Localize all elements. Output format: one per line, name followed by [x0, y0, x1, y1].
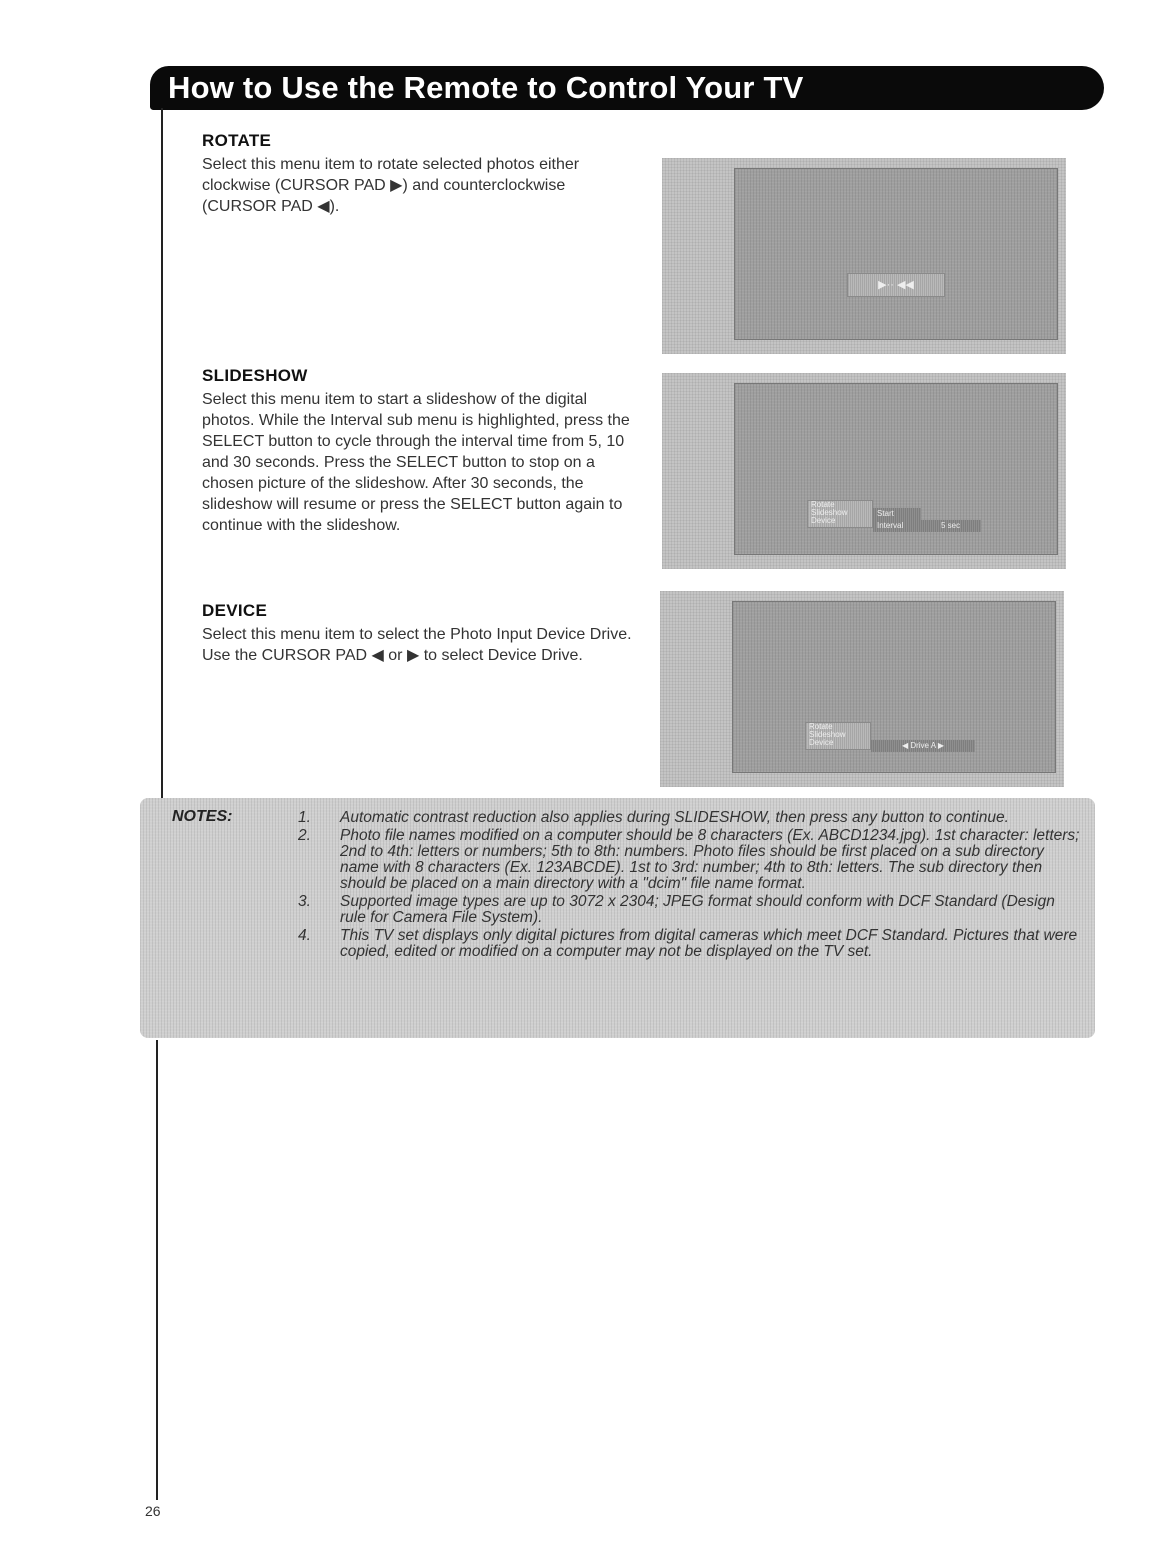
tv-picture-area — [734, 168, 1058, 340]
osd-menu-item: Slideshow — [809, 730, 846, 739]
osd-submenu-interval: Interval — [873, 520, 941, 532]
notes-list — [280, 810, 1080, 962]
section-heading: DEVICE — [202, 601, 268, 620]
osd-menu — [807, 500, 873, 528]
section-body: Select this menu item to start a slideshow of the digital photos. While the Interval sub menu is highlighted, press the SELECT button to cycle through the interval time from 5, 10 and 30 seconds. Press the SELECT button to stop on a chosen picture of the slideshow. After 30 seconds, the slideshow will resume or press the SELECT button again to continue with the slideshow. — [202, 391, 630, 534]
tv-screenshot-device — [660, 591, 1064, 787]
osd-submenu-start: Start — [873, 508, 921, 520]
note-number: 1. — [298, 809, 311, 826]
osd-menu — [805, 722, 871, 750]
note-number: 2. — [298, 827, 311, 844]
notes-label: NOTES: — [172, 808, 233, 825]
note-number: 3. — [298, 893, 311, 910]
notes-box — [140, 798, 1095, 1038]
tv-picture-area — [734, 383, 1058, 555]
note-text: This TV set displays only digital pictures from digital cameras which meet DCF Standard. Pictures that were copied, edited or modified on a computer may not be displayed on the TV set. — [340, 927, 1078, 960]
section-body: Select this menu item to select the Photo Input Device Drive. Use the CURSOR PAD ◀ or ▶ to select Device Drive. — [202, 626, 632, 664]
margin-rule — [161, 108, 163, 798]
title-banner — [150, 66, 1104, 110]
note-item — [280, 928, 1080, 960]
note-number: 4. — [298, 927, 311, 944]
tv-picture-area — [732, 601, 1056, 773]
section-slideshow — [202, 366, 642, 536]
page-title: How to Use the Remote to Control Your TV — [168, 70, 804, 105]
tv-screenshot-slideshow — [662, 373, 1066, 569]
page-number: 26 — [145, 1503, 161, 1519]
osd-menu-item: Slideshow — [811, 508, 848, 517]
margin-rule-lower — [156, 1040, 158, 1500]
section-heading: SLIDESHOW — [202, 366, 308, 385]
note-text: Automatic contrast reduction also applies during SLIDESHOW, then press any button to continue. — [340, 809, 1009, 826]
note-text: Supported image types are up to 3072 x 2304; JPEG format should conform with DCF Standard (Design rule for Camera File System). — [340, 893, 1055, 926]
note-item — [280, 810, 1080, 826]
note-item — [280, 828, 1080, 892]
section-device — [202, 601, 642, 666]
section-body: Select this menu item to rotate selected photos either clockwise (CURSOR PAD ▶) and counterclockwise (CURSOR PAD ◀). — [202, 156, 580, 215]
osd-submenu-value: 5 sec — [937, 520, 981, 532]
section-rotate — [202, 131, 642, 217]
osd-device-selector: ◀ Drive A ▶ — [871, 740, 975, 752]
osd-menu-item: Device — [809, 738, 834, 747]
note-text: Photo file names modified on a computer should be 8 characters (Ex. ABCD1234.jpg). 1st character: letters; 2nd to 4th: letters or numbers; 5th to 8th: numbers. Photo files should be first placed on a sub directory name with 8 characters (Ex. 123ABCDE). 1st to 3rd: number; 4th to 8th: letters. The sub directory then should be placed on a main directory with a "dcim" file name format. — [340, 827, 1080, 892]
note-item — [280, 894, 1080, 926]
tv-screenshot-rotate — [662, 158, 1066, 354]
osd-menu-item: Device — [811, 516, 836, 525]
osd-menu-item: Rotate — [809, 722, 833, 731]
osd-menu-item: Rotate — [811, 500, 835, 509]
rotate-osd — [847, 273, 945, 297]
rotate-osd-icons: ▶·· ◀◀ — [878, 279, 914, 291]
section-heading: ROTATE — [202, 131, 272, 150]
